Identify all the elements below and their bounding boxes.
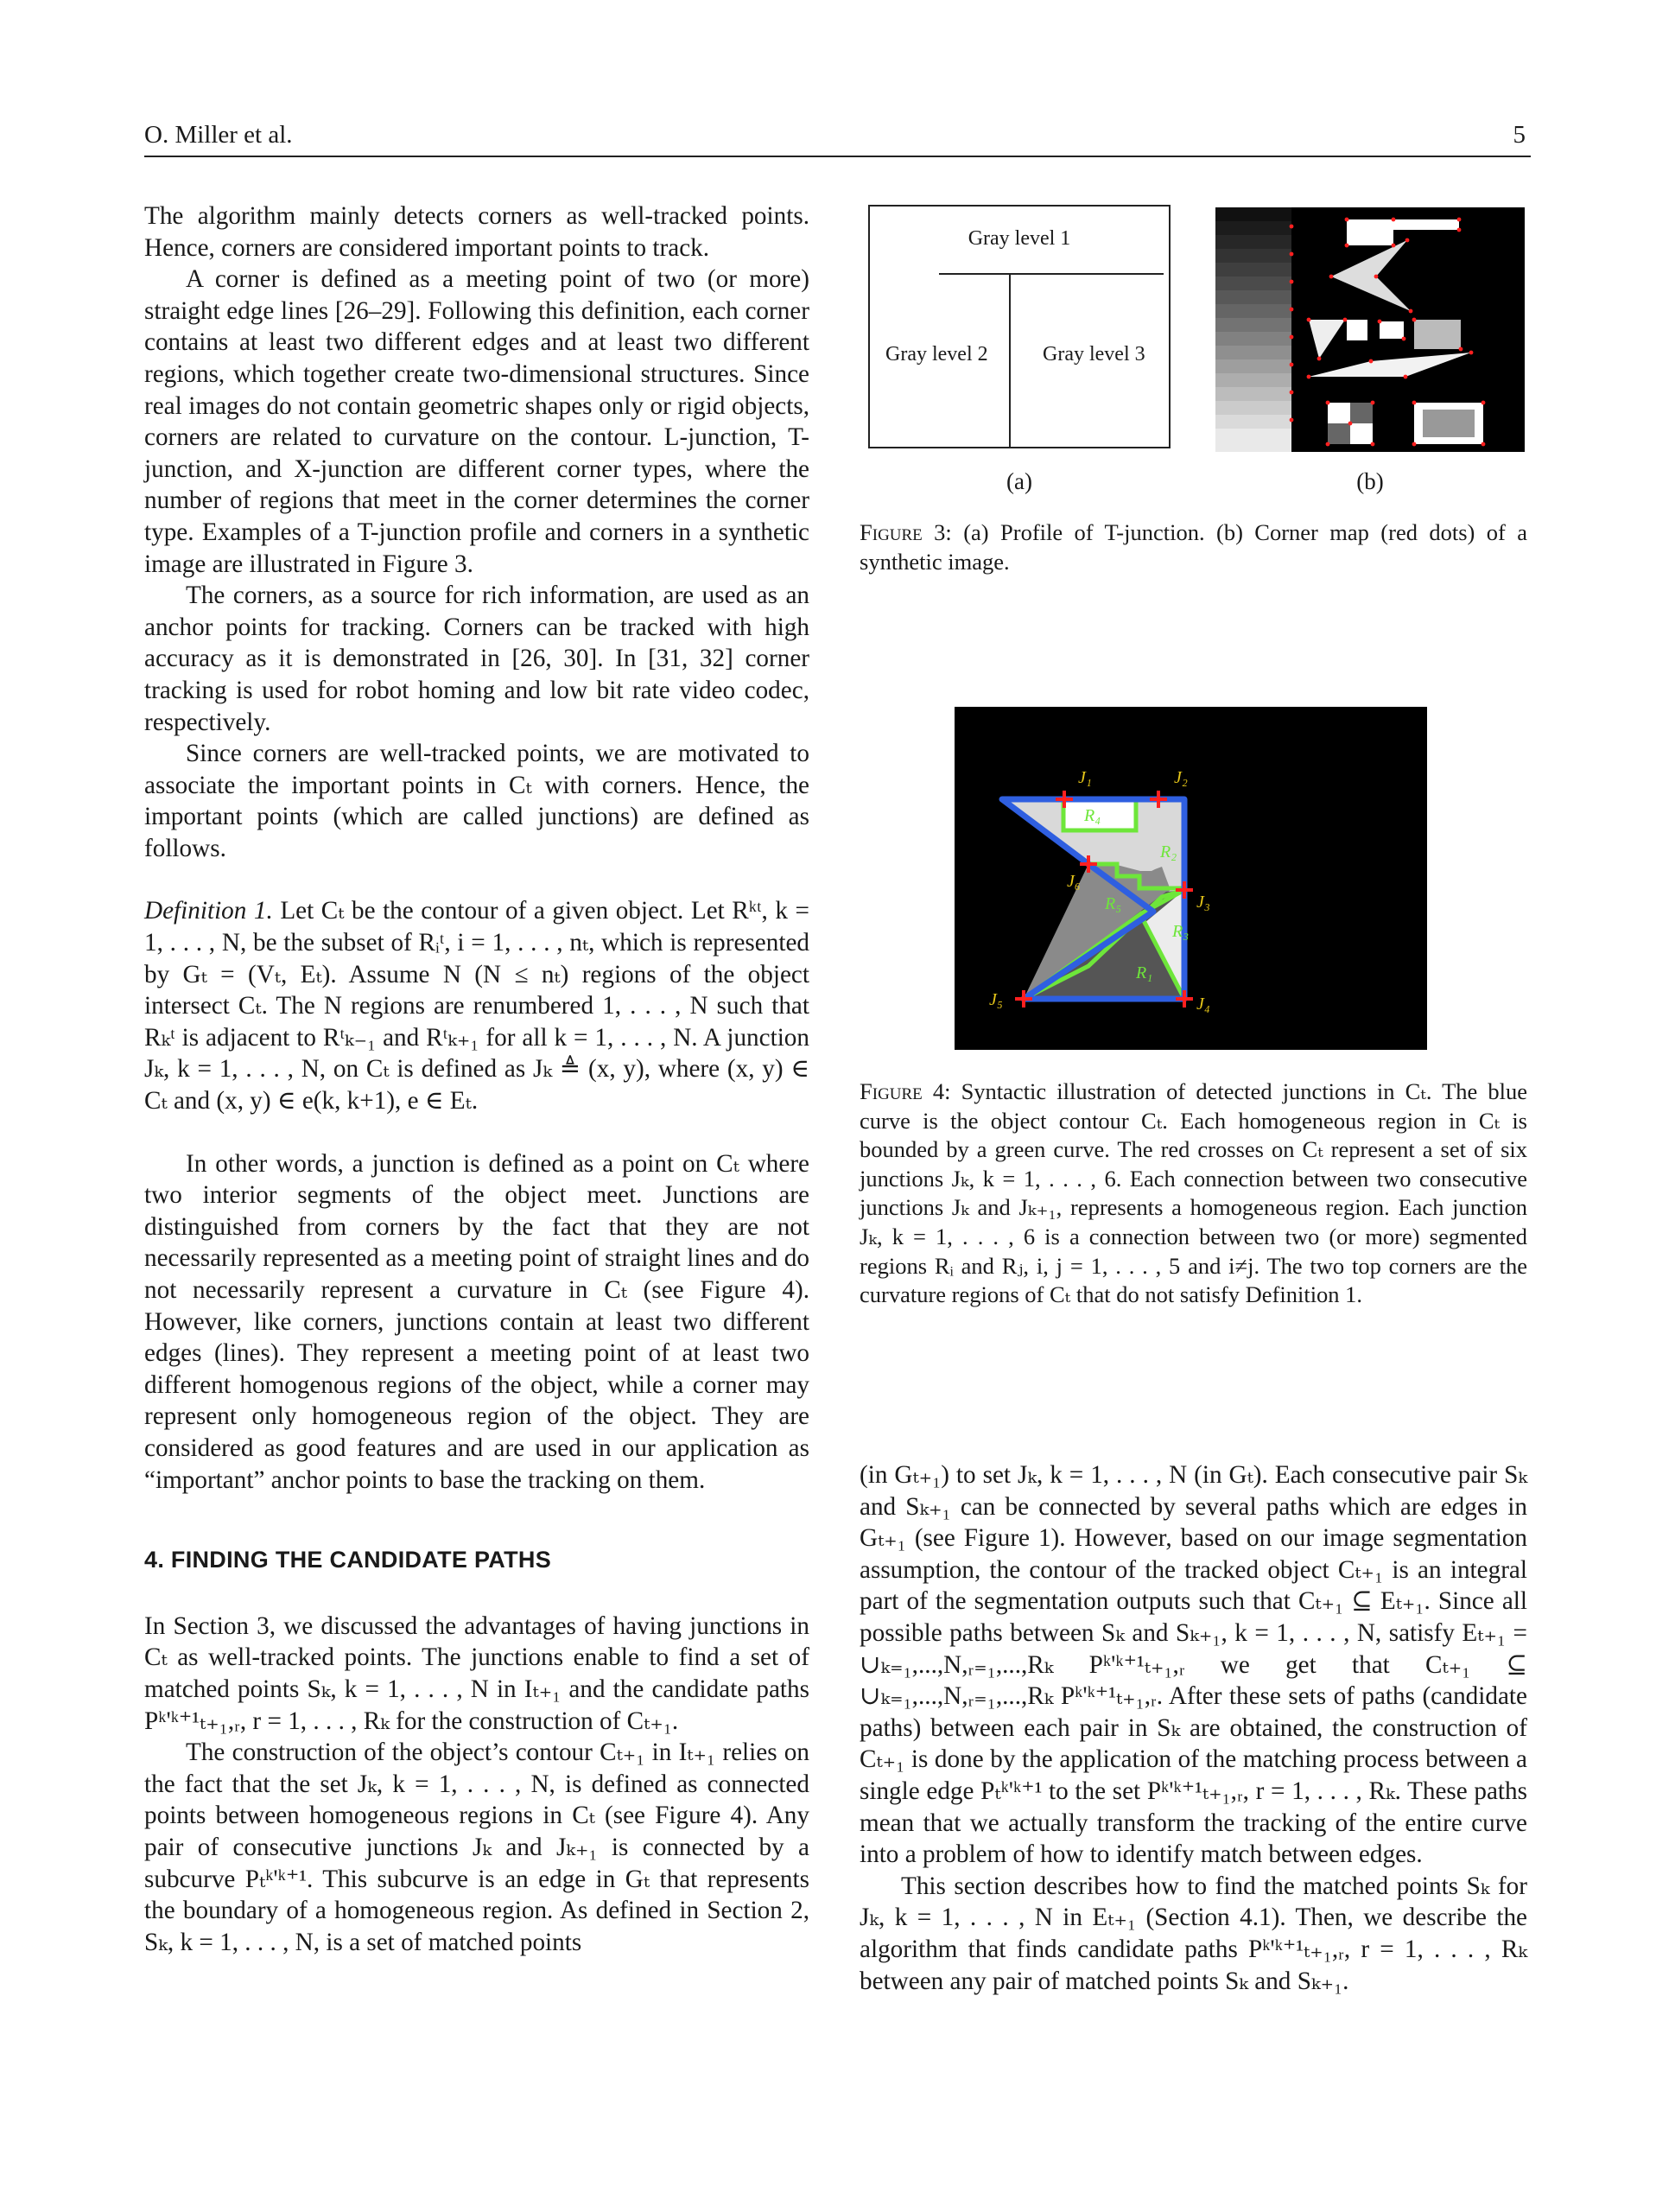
junction-label-j6: J₆	[1067, 872, 1081, 891]
definition	[144, 895, 809, 1116]
t-junction-vertical-line	[1009, 273, 1011, 448]
paragraph: The corners, as a source for rich information, are used as an anchor points for tracking. Corners can be tracked with high accuracy as it is demonstrated in [26, 30]. In [31, 32] corner tracking is used for robot homing and low bit rate video codec, respectively.	[144, 582, 809, 736]
right-column	[860, 1459, 1527, 1997]
region-label-r3: R₃	[1172, 922, 1190, 941]
figure4-caption-text: Syntactic illustration of detected junctions in Cₜ. The blue curve is the object contour Cₜ. Each homogeneous region in Cₜ is bounded by a green curve. The red crosses on Cₜ represent a set of six junctions Jₖ, k = 1, . . . , 6. Each connection between two consecutive junctions Jₖ and Jₖ₊₁, represents a homogeneous region. Each junction Jₖ, k = 1, . . . , 6 is a connection between two (or more) segmented regions Rᵢ and Rⱼ, i, j = 1, . . . , 5 and i≠j. The two top corners are the curvature regions of Cₜ that do not satisfy Definition 1.	[860, 1078, 1527, 1308]
figure3-caption-label: Figure 3:	[860, 519, 952, 545]
figure3-panel-b-corner-map	[1215, 207, 1525, 452]
region-label-r1: R₁	[1136, 963, 1153, 982]
figure3-panel-a	[868, 205, 1171, 448]
left-column	[144, 200, 809, 1958]
gray-level-2-label: Gray level 2	[885, 343, 988, 365]
paragraph: Since corners are well-tracked points, we are motivated to associate the important points in Cₜ with corners. Hence, the important points (which are called junctions) are defined as follows.	[144, 740, 809, 862]
paragraph: This section describes how to find the matched points Sₖ for Jₖ, k = 1, . . . , N in Eₜ₊₁ (Section 4.1). Then, we describe the algorithm that finds candidate paths Pᵏ'ᵏ⁺¹ₜ₊₁,ᵣ, r = 1, . . . , Rₖ between any pair of matched points Sₖ and Sₖ₊₁.	[860, 1872, 1527, 1995]
junction-label-j2: J₂	[1174, 768, 1188, 787]
junction-label-j5: J₅	[989, 990, 1003, 1009]
gray-level-1-label: Gray level 1	[968, 227, 1071, 250]
section-heading: 4. FINDING THE CANDIDATE PATHS	[144, 1547, 552, 1573]
paragraph: In Section 3, we discussed the advantages of having junctions in Cₜ as well-tracked points. The junctions enable to find a set of matched points Sₖ, k = 1, . . . , N in Iₜ₊₁ and the candidate paths Pᵏ'ᵏ⁺¹ₜ₊₁,ᵣ, r = 1, . . . , Rₖ for the construction of Cₜ₊₁.	[144, 1611, 809, 1735]
definition-body: Let Cₜ be the contour of a given object. Let Rᵏᵗ, k = 1, . . . , N, be the subset of Rᵢᵗ, i = 1, . . . , nₜ, which is represented by Gₜ = (Vₜ, Eₜ). Assume N (N ≤ nₜ) regions of the object intersect Cₜ. The N regions are renumbered 1, . . . , N such that Rₖᵗ is adjacent to Rᵗₖ₋₁ and Rᵗₖ₊₁ for all k = 1, . . . , N. A junction Jₖ, k = 1, . . . , N, on Cₜ is defined as Jₖ ≜ (x, y), where (x, y) ∈ Cₜ and (x, y) ∈ e(k, k+1), e ∈ Eₜ.	[144, 897, 809, 1116]
gray-gradient-strip	[1215, 207, 1291, 452]
region-label-r5: R₅	[1105, 894, 1122, 913]
header-page-number: 5	[1513, 121, 1526, 149]
figure4-junction-illustration	[955, 707, 1427, 1050]
region-label-r2: R₂	[1160, 842, 1177, 861]
figure4-caption-label: Figure 4:	[860, 1078, 951, 1104]
paragraph: The algorithm mainly detects corners as well-tracked points. Hence, corners are considered important points to track.	[144, 202, 809, 262]
junction-label-j4: J₄	[1196, 995, 1210, 1014]
figure3-caption-text: (a) Profile of T-junction. (b) Corner map (red dots) of a synthetic image.	[860, 519, 1528, 575]
figure3-sublabel-a: (a)	[1006, 468, 1032, 494]
junction-label-j3: J₃	[1196, 893, 1210, 912]
junction-label-j1: J₁	[1078, 768, 1092, 787]
figure4-caption	[860, 1077, 1527, 1310]
definition-title: Definition 1.	[144, 897, 273, 925]
paragraph: The construction of the object’s contour Cₜ₊₁ in Iₜ₊₁ relies on the fact that the set Jₖ, k = 1, . . . , N, is defined as connected points between homogeneous regions in Cₜ (see Figure 4). Any pair of consecutive junctions Jₖ and Jₖ₊₁ is connected by a subcurve Pₜᵏ'ᵏ⁺¹. This subcurve is an edge in Gₜ that represents the boundary of a homogeneous region. As defined in Section 2, Sₖ, k = 1, . . . , N, is a set of matched points	[144, 1738, 809, 1956]
t-junction-horizontal-line	[939, 273, 1164, 275]
figure3-sublabel-b: (b)	[1356, 468, 1384, 494]
figure3-caption	[860, 518, 1527, 576]
paragraph: A corner is defined as a meeting point of two (or more) straight edge lines [26–29]. Following this definition, each corner contains at least two different edges and at least two different regions, which together create two-dimensional structures. Since real images do not contain geometric shapes only or rigid objects, corners are related to curvature on the contour. L-junction, T-junction, and X-junction are different corner types, where the number of regions that meet in the corner determines the corner type. Examples of a T-junction profile and corners in a synthetic image are illustrated in Figure 3.	[144, 265, 809, 578]
region-label-r4: R₄	[1084, 806, 1101, 825]
paragraph: In other words, a junction is defined as a point on Cₜ where two interior segments of the object meet. Junctions are distinguished from corners by the fact that they are not necessarily represented as a meeting point of straight lines and do not necessarily represent a curvature in Cₜ (see Figure 4). However, like corners, junctions contain at least two different edges (lines). They represent a meeting point of at least two different homogenous regions of the object, while a corner may represent only homogeneous region of the object. They are considered as good features and are used in our application as “important” anchor points to base the tracking on them.	[144, 1149, 809, 1494]
paragraph: (in Gₜ₊₁) to set Jₖ, k = 1, . . . , N (in Gₜ). Each consecutive pair Sₖ and Sₖ₊₁ can be connected by several paths which are edges in Gₜ₊₁ (see Figure 1). However, based on our image segmentation assumption, the contour of the tracked object Cₜ₊₁ is an integral part of the segmentation outputs such that Cₜ₊₁ ⊆ Eₜ₊₁. Since all possible paths between Sₖ and Sₖ₊₁, k = 1, . . . , N, satisfy Eₜ₊₁ = ∪ₖ₌₁,...,N,ᵣ₌₁,...,Rₖ Pᵏ'ᵏ⁺¹ₜ₊₁,ᵣ we get that Cₜ₊₁ ⊆ ∪ₖ₌₁,...,N,ᵣ₌₁,...,Rₖ Pᵏ'ᵏ⁺¹ₜ₊₁,ᵣ. After these sets of paths (candidate paths) between each pair in Sₖ are obtained, the construction of Cₜ₊₁ is done by the application of the matching process between a single edge Pₜᵏ'ᵏ⁺¹ to the set Pᵏ'ᵏ⁺¹ₜ₊₁,ᵣ, r = 1, . . . , Rₖ. These paths mean that we actually transform the tracking of the entire curve into a problem of how to identify match between edges.	[860, 1461, 1527, 1869]
gray-level-3-label: Gray level 3	[1043, 343, 1145, 365]
header-authors: O. Miller et al.	[144, 121, 293, 149]
running-header	[144, 121, 1531, 157]
